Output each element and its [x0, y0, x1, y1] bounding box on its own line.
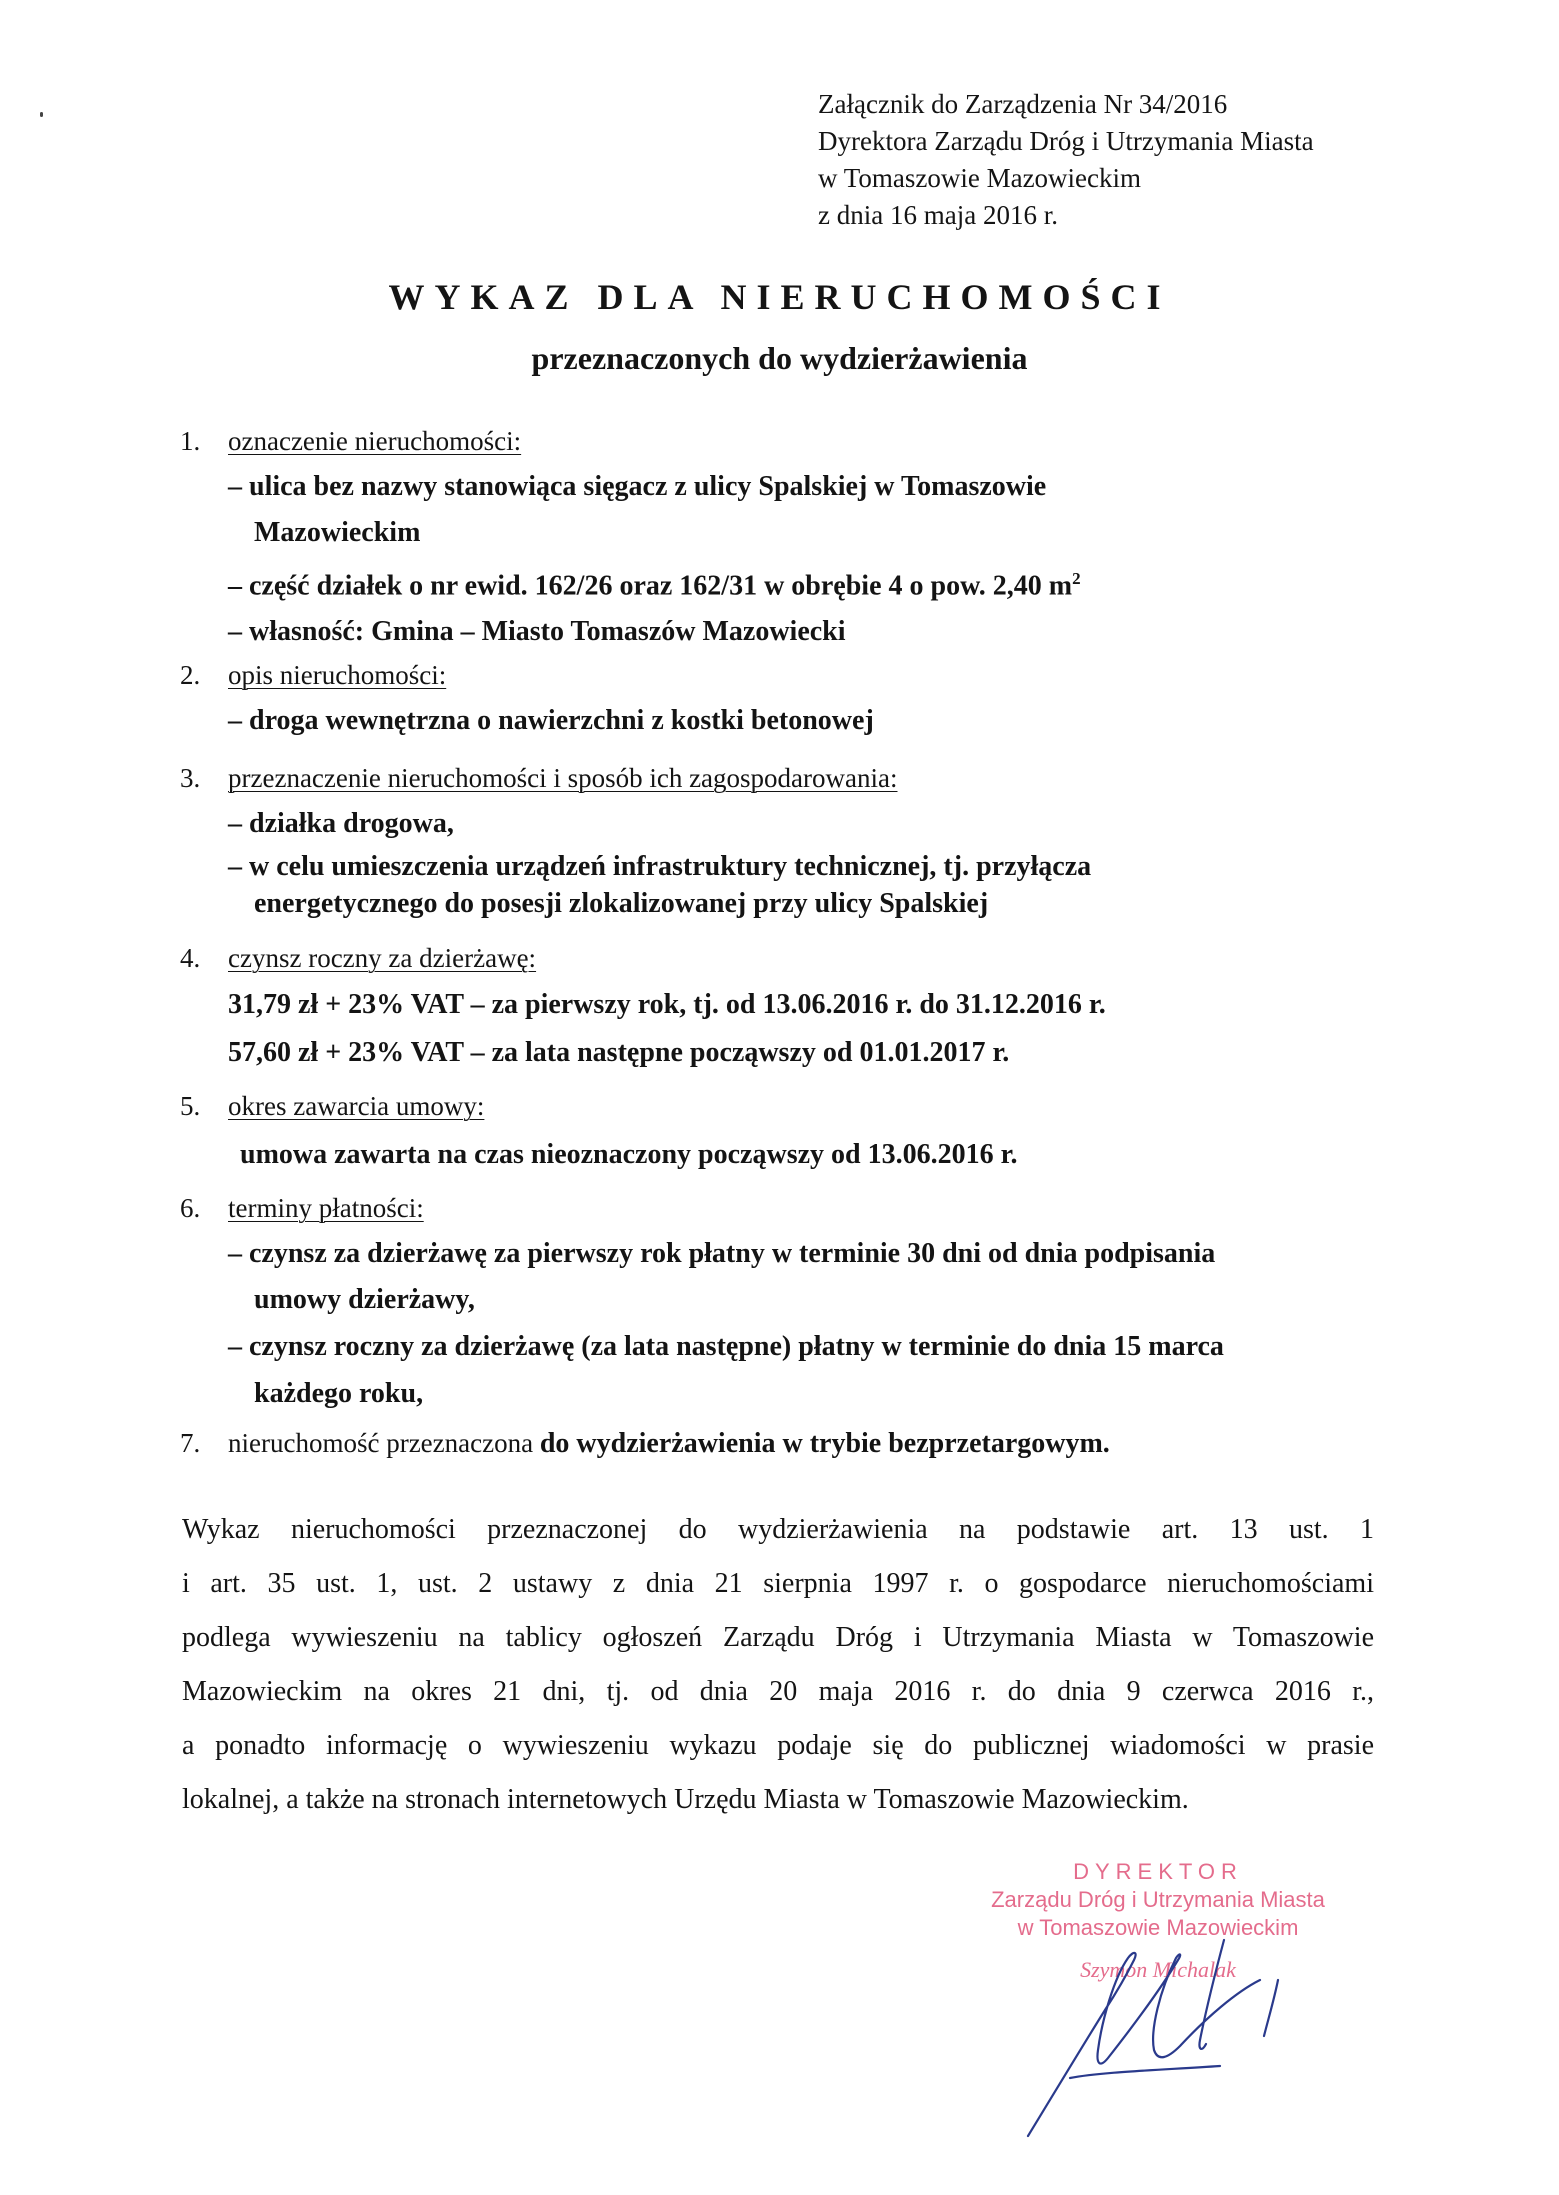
section-heading: przeznaczenie nieruchomości i sposób ich zagospodarowania:	[228, 763, 898, 793]
section-number: 5.	[180, 1091, 201, 1121]
section-line: 31,79 zł + 23% VAT – za pierwszy rok, tj. od 13.06.2016 r. do 31.12.2016 r.	[228, 989, 1106, 1020]
section-2	[180, 652, 1400, 744]
section-line: umowy dzierżawy,	[254, 1284, 475, 1315]
section-line: – w celu umieszczenia urządzeń infrastruktury technicznej, tj. przyłącza	[228, 851, 1092, 882]
paragraph-line: Mazowieckim na okres 21 dni, tj. od dnia 20 maja 2016 r. do dnia 9 czerwca 2016 r.,	[182, 1676, 1374, 1707]
annex-note	[818, 86, 1314, 234]
section-bold-text: do wydzierżawienia w trybie bezprzetargowym.	[539, 1428, 1110, 1459]
section-7	[180, 1420, 1400, 1467]
section-text	[228, 1420, 1400, 1467]
paragraph-line: Wykaz nieruchomości przeznaczonej do wydzierżawienia na podstawie art. 13 ust. 1	[182, 1514, 1374, 1545]
document-subtitle: przeznaczonych do wydzierżawienia	[531, 340, 1028, 376]
paragraph-line: lokalnej, a także na stronach internetowych Urzędu Miasta w Tomaszowie Mazowieckim.	[182, 1784, 1189, 1815]
section-3	[180, 755, 1400, 921]
section-plain-text: nieruchomość przeznaczona	[228, 1428, 540, 1458]
section-heading: oznaczenie nieruchomości:	[228, 426, 522, 456]
section-line-text: – część działek o nr ewid. 162/26 oraz 162/31 w obrębie 4 o pow. 2,40 m	[228, 570, 1073, 602]
section-number: 4.	[180, 943, 201, 973]
section-number: 3.	[180, 763, 201, 793]
notice-paragraph	[182, 1503, 1374, 1827]
section-5	[180, 1083, 1400, 1181]
scan-speck	[40, 112, 43, 117]
section-heading: czynsz roczny za dzierżawę:	[228, 943, 537, 973]
section-line: każdego roku,	[254, 1378, 424, 1409]
section-line: – działka drogowa,	[228, 808, 454, 839]
section-heading: terminy płatności:	[228, 1193, 424, 1223]
section-line: – czynsz za dzierżawę za pierwszy rok płatny w terminie 30 dni od dnia podpisania	[228, 1238, 1216, 1269]
document-title: WYKAZ DLA NIERUCHOMOŚCI	[388, 277, 1171, 317]
annex-line-3: w Tomaszowie Mazowieckim	[818, 163, 1142, 193]
stamp-title: DYREKTOR	[1073, 1859, 1243, 1884]
section-1	[180, 418, 1400, 655]
signature-image	[1010, 1900, 1310, 2140]
paragraph-line: podlega wywieszeniu na tablicy ogłoszeń Zarządu Dróg i Utrzymania Miasta w Tomaszowie	[182, 1622, 1374, 1653]
section-line: energetycznego do posesji zlokalizowanej przy ulicy Spalskiej	[254, 888, 989, 919]
superscript: 2	[1072, 569, 1081, 588]
paragraph-line: i art. 35 ust. 1, ust. 2 ustawy z dnia 21 sierpnia 1997 r. o gospodarce nieruchomościami	[182, 1568, 1374, 1599]
section-number: 6.	[180, 1193, 201, 1223]
annex-line-2: Dyrektora Zarządu Dróg i Utrzymania Miasta	[818, 126, 1314, 156]
section-line: – własność: Gmina – Miasto Tomaszów Mazowiecki	[228, 616, 846, 648]
section-heading: okres zawarcia umowy:	[228, 1091, 485, 1121]
section-line: – czynsz roczny za dzierżawę (za lata następne) płatny w terminie do dnia 15 marca	[228, 1331, 1224, 1362]
section-heading: opis nieruchomości:	[228, 660, 447, 690]
section-6	[180, 1185, 1400, 1417]
section-number: 7.	[180, 1428, 201, 1458]
stamp-line: w Tomaszowie Mazowieckim	[1017, 1915, 1299, 1940]
annex-line-1: Załącznik do Zarządzenia Nr 34/2016	[818, 89, 1228, 119]
section-line: 57,60 zł + 23% VAT – za lata następne począwszy od 01.01.2017 r.	[228, 1037, 1010, 1068]
paragraph-line: a ponadto informację o wywieszeniu wykazu podaje się do publicznej wiadomości w prasie	[182, 1730, 1374, 1761]
section-line: – droga wewnętrzna o nawierzchni z kostki betonowej	[228, 705, 874, 736]
section-line-with-sup	[228, 556, 1400, 609]
section-line: umowa zawarta na czas nieoznaczony począwszy od 13.06.2016 r.	[240, 1139, 1018, 1170]
section-number: 1.	[180, 426, 201, 456]
stamp-line: Zarządu Dróg i Utrzymania Miasta	[991, 1887, 1325, 1912]
section-line: – ulica bez nazwy stanowiąca sięgacz z ulicy Spalskiej w Tomaszowie	[228, 471, 1047, 502]
annex-line-4: z dnia 16 maja 2016 r.	[818, 200, 1058, 230]
section-4	[180, 935, 1400, 1077]
section-number: 2.	[180, 660, 201, 690]
stamp-name: Szymon Michalak	[1080, 1957, 1236, 1982]
section-line: Mazowieckim	[254, 517, 421, 548]
